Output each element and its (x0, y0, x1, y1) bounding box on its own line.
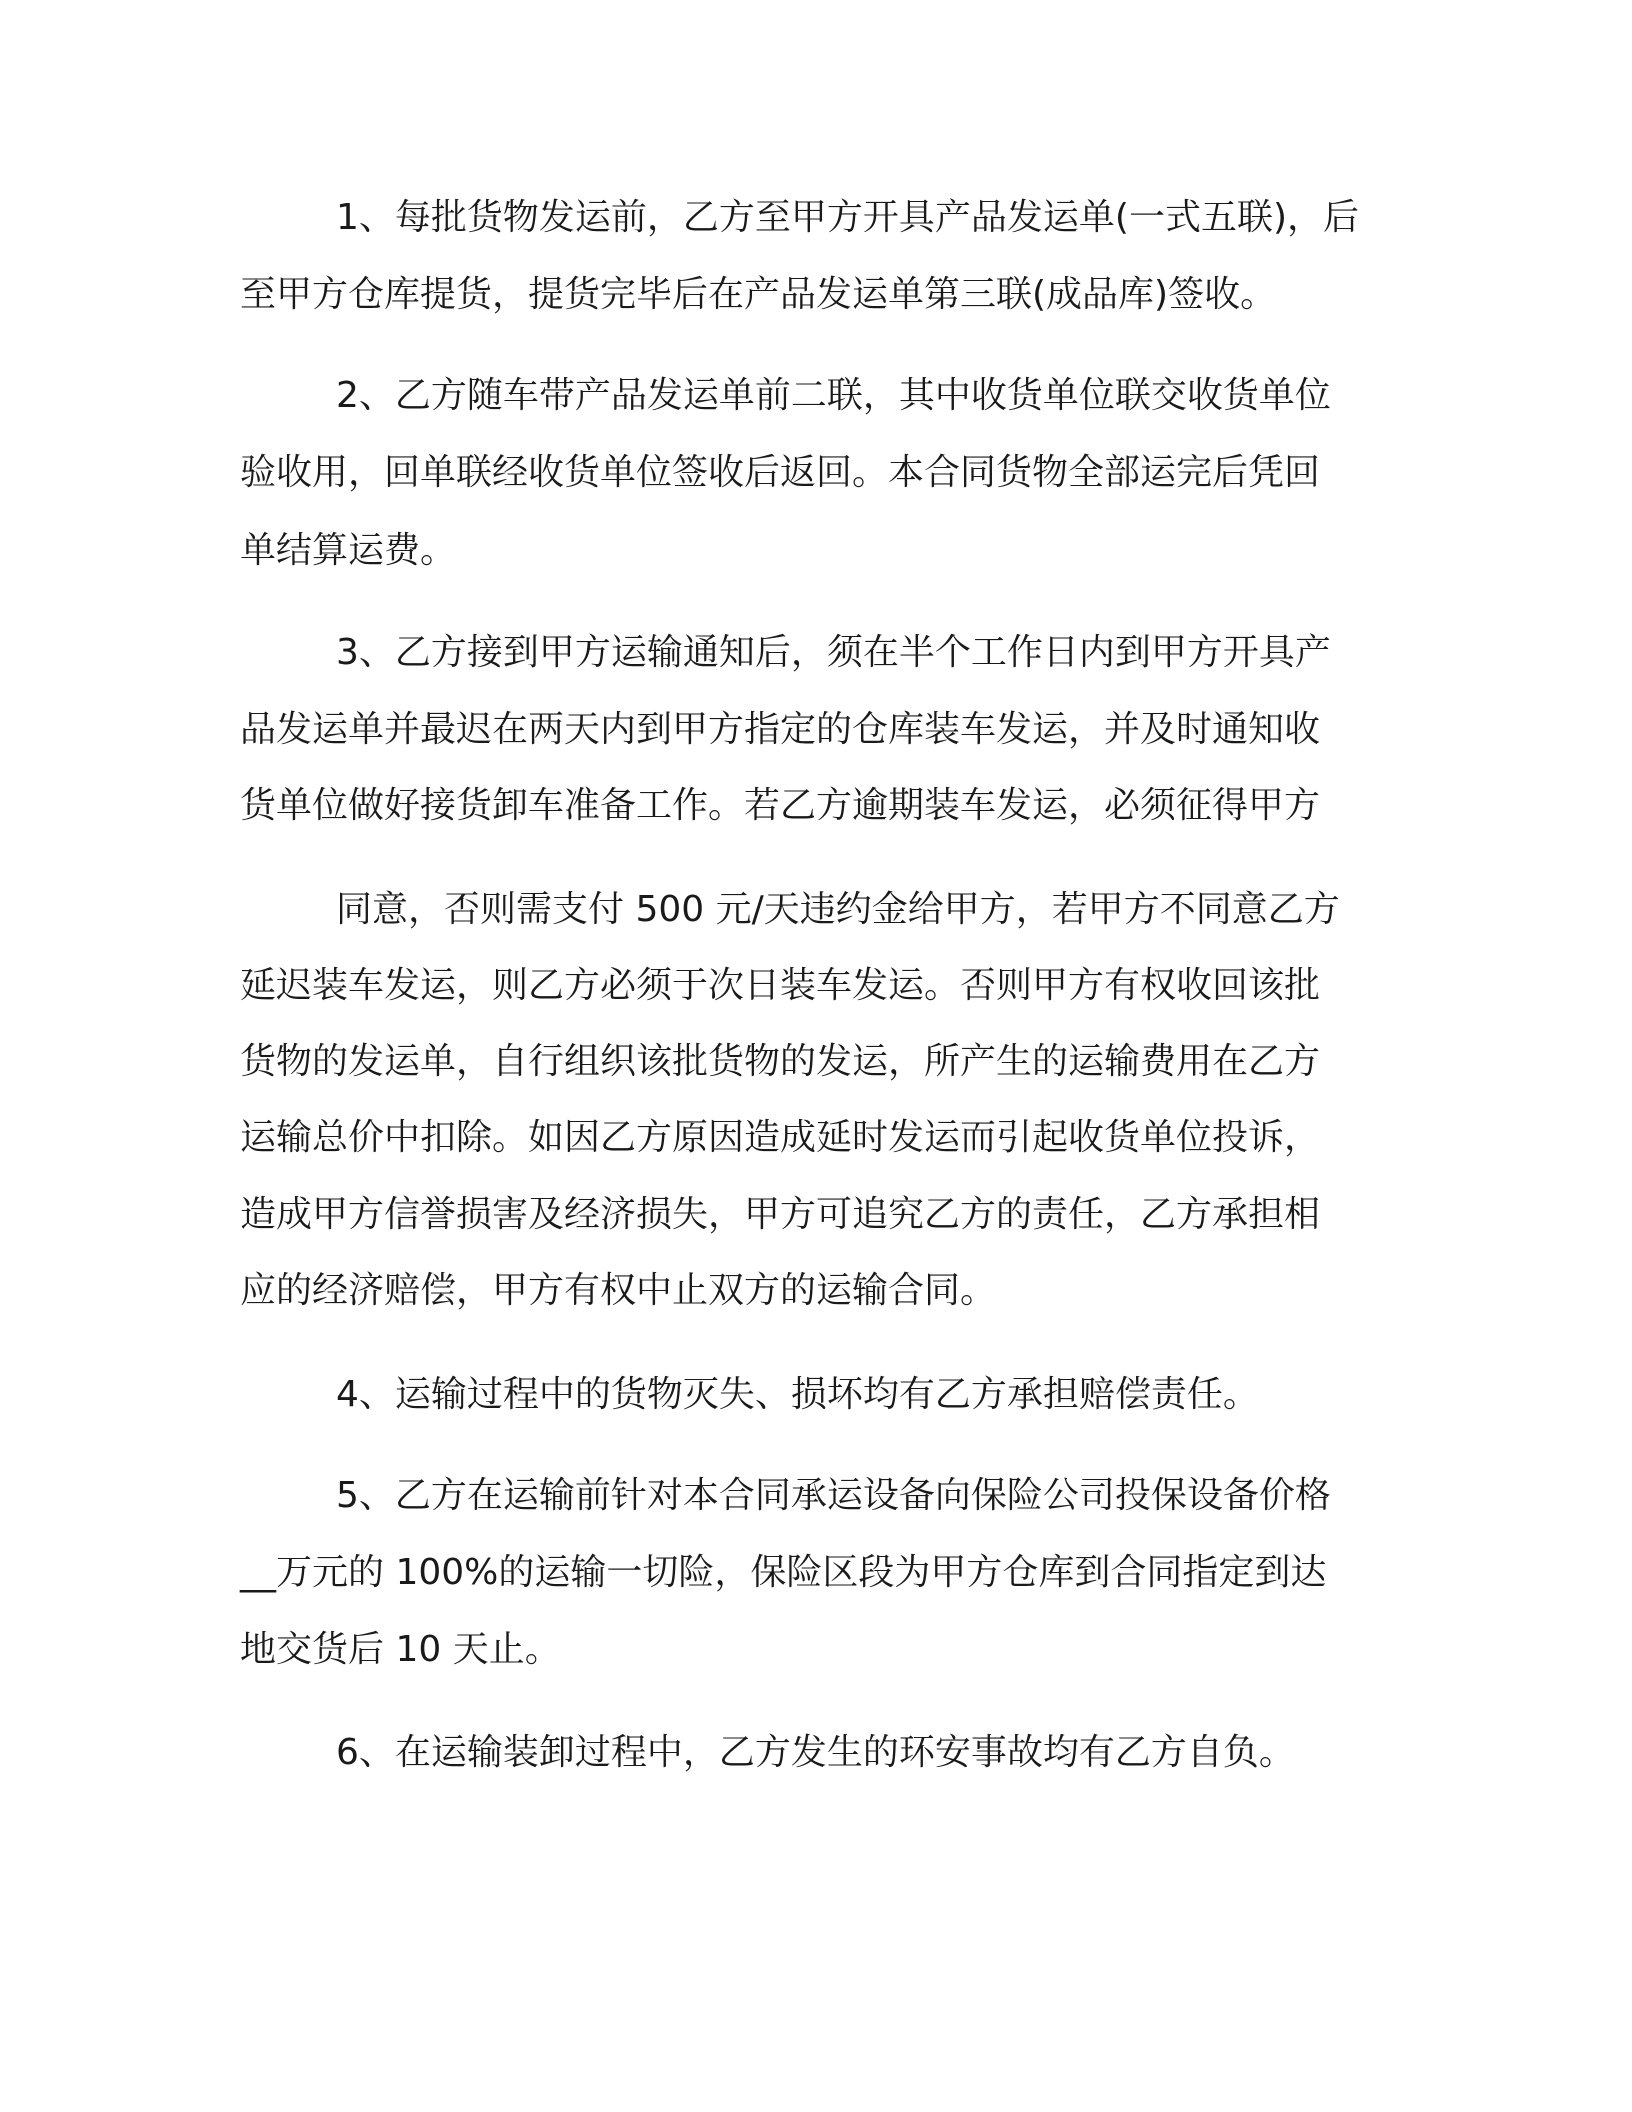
clause-1-line-2: 至甲方仓库提货，提货完毕后在产品发运单第三联(成品库)签收。 (240, 274, 1277, 315)
clause-3-cont-line-5: 造成甲方信誉损害及经济损失，甲方可追究乙方的责任，乙方承担相 (240, 1194, 1321, 1235)
clause-3-cont-line-2: 延迟装车发运，则乙方必须于次日装车发运。否则甲方有权收回该批 (240, 965, 1321, 1006)
clause-4-line-1: 4、运输过程中的货物灭失、损坏均有乙方承担赔偿责任。 (336, 1374, 1259, 1415)
clause-3-cont-line-4: 运输总价中扣除。如因乙方原因造成延时发运而引起收货单位投诉， (240, 1117, 1321, 1158)
clause-2-line-3: 单结算运费。 (240, 530, 457, 571)
clause-3-line-3: 货单位做好接货卸车准备工作。若乙方逾期装车发运，必须征得甲方 (240, 785, 1321, 826)
clause-3-cont-line-6: 应的经济赔偿，甲方有权中止双方的运输合同。 (240, 1270, 997, 1311)
clause-2-line-1: 2、乙方随车带产品发运单前二联，其中收货单位联交收货单位 (336, 375, 1331, 416)
clause-2-line-2: 验收用，回单联经收货单位签收后返回。本合同货物全部运完后凭回 (240, 452, 1321, 493)
clause-1-line-1: 1、每批货物发运前，乙方至甲方开具产品发运单(一式五联)，后 (336, 197, 1359, 238)
clause-6-line-1: 6、在运输装卸过程中，乙方发生的环安事故均有乙方自负。 (336, 1732, 1295, 1773)
clause-5-line-1: 5、乙方在运输前针对本合同承运设备向保险公司投保设备价格 (336, 1475, 1331, 1516)
clause-5-line-3: 地交货后 10 天止。 (240, 1629, 561, 1670)
clause-3-line-1: 3、乙方接到甲方运输通知后，须在半个工作日内到甲方开具产 (336, 632, 1331, 673)
clause-3-cont-line-1: 同意，否则需支付 500 元/天违约金给甲方，若甲方不同意乙方 (336, 889, 1340, 930)
clause-3-cont-line-3: 货物的发运单，自行组织该批货物的发运，所产生的运输费用在乙方 (240, 1041, 1321, 1082)
clause-5-line-2: __万元的 100%的运输一切险，保险区段为甲方仓库到合同指定到达 (240, 1552, 1327, 1593)
clause-3-line-2: 品发运单并最迟在两天内到甲方指定的仓库装车发运，并及时通知收 (240, 709, 1321, 750)
